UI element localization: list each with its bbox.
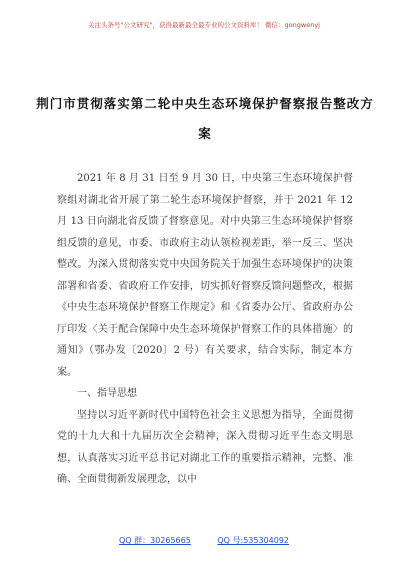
qq-group-link[interactable]: QQ 群：30265665: [118, 536, 191, 545]
paragraph-intro: 2021 年 8 月 31 日至 9 月 30 日，中央第三生态环境保护督察组对湖北省开展了第二轮生态环境保护督察，并于 2021 年 12 月 13 日向湖北省反馈了督察意见。对中央第三生态环境保护督察组反馈的意见，市委、市政府主动认领检视差距，举一反三、坚决整改。为深入贯彻落实党中央国务院关于加强生态环境保护的决策部署和省委、省政府工作安排，切实抓好督察反馈问题整改，根据《中央生态环境保护督察工作规定》和《省委办公厅、省政府办公厅印发〈关于配合保障中央生态环境保护督察工作的具体措施〉的通知》（鄂办发〔2020〕2 号）有关要求，结合实际，制定本方案。: [57, 173, 353, 378]
header-note: 关注头条号"公文研究"，获得最新最全最专业的公文资料库！ 微信：gongwenyj: [88, 21, 320, 29]
footer: [0, 535, 408, 546]
section-heading-guiding-ideology: 一、指导思想: [77, 388, 137, 399]
document-title-continued: 案: [198, 126, 212, 141]
qq-number-link[interactable]: QQ 号:535304092: [217, 536, 290, 545]
document-body: [57, 168, 353, 491]
paragraph-guiding-ideology: 坚持以习近平新时代中国特色社会主义思想为指导，全面贯彻党的十九大和十九届历次全会精神，深入贯彻习近平生态文明思想，认真落实习近平总书记对湖北工作的重要指示精神，完整、准确、全面贯彻新发展理念，以中: [57, 409, 353, 485]
document-title: 荆门市贯彻落实第二轮中央生态环境保护督察报告整改方: [36, 96, 374, 111]
